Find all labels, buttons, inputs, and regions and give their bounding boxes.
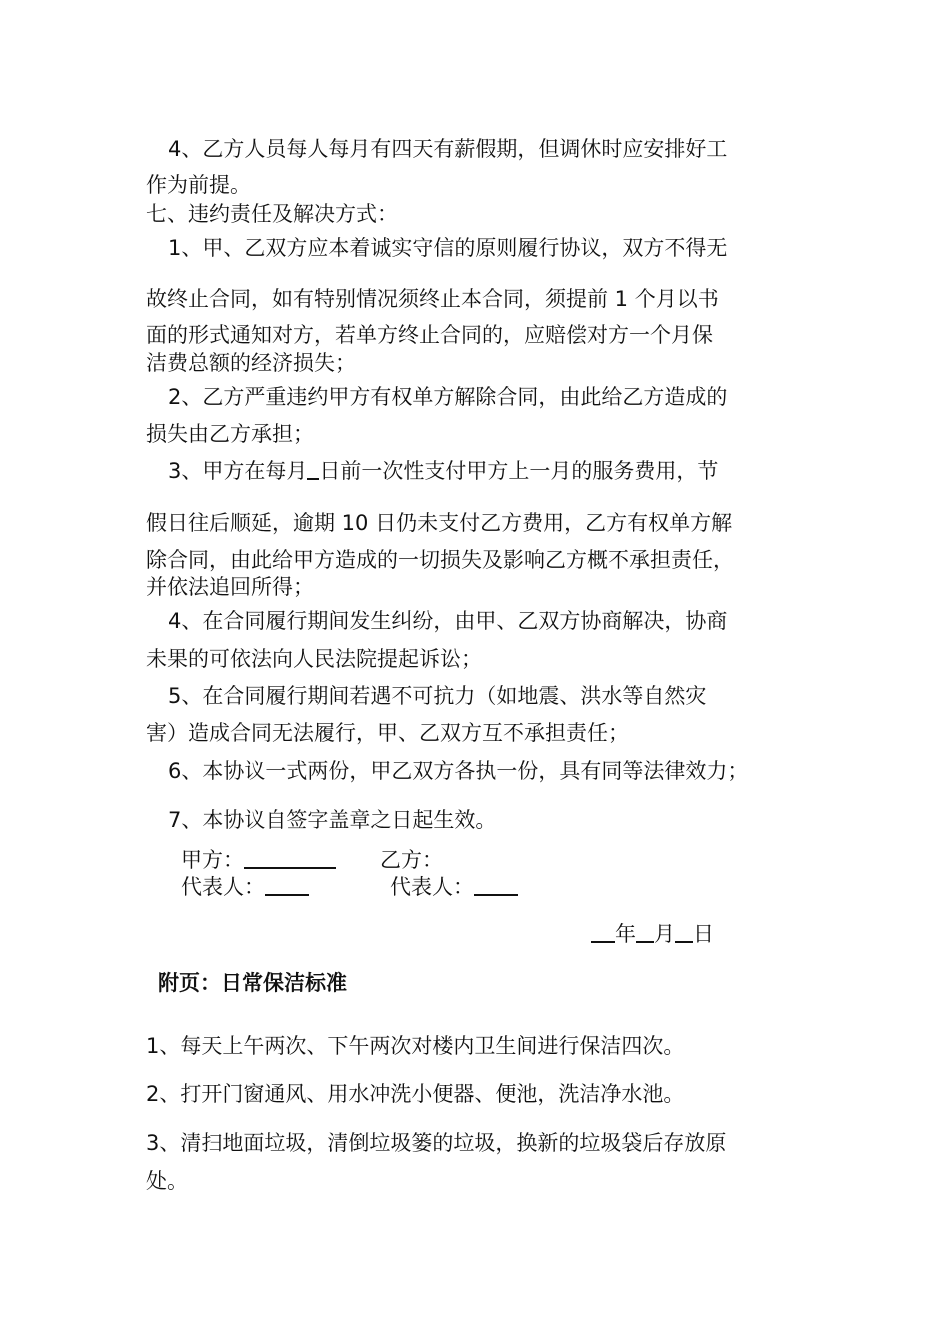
item1-line3: 面的形式通知对方，若单方终止合同的，应赔偿对方一个月保 xyxy=(146,323,713,347)
article6-item4-line1: 4、乙方人员每人每月有四天有薪假期，但调休时应安排好工 xyxy=(168,137,728,161)
appendix-standard-1: 1、每天上午两次、下午两次对楼内卫生间进行保洁四次。 xyxy=(146,1034,685,1058)
party-a-blank xyxy=(244,845,336,869)
rep-a-blank xyxy=(265,872,309,896)
item2-line2: 损失由乙方承担； xyxy=(146,422,314,446)
payment-day-blank xyxy=(307,456,319,480)
party-b-label: 乙方： xyxy=(380,848,443,872)
item6-line1: 6、本协议一式两份，甲乙双方各执一份，具有同等法律效力； xyxy=(168,759,749,783)
appendix-standard-3-line1: 3、清扫地面垃圾，清倒垃圾篓的垃圾，换新的垃圾袋后存放原 xyxy=(146,1131,727,1155)
month-label: 月 xyxy=(654,922,675,946)
item3-line3: 除合同，由此给甲方造成的一切损失及影响乙方概不承担责任， xyxy=(146,548,734,572)
item3-line1 xyxy=(168,456,718,486)
item7-line1: 7、本协议自签字盖章之日起生效。 xyxy=(168,808,497,832)
month-blank xyxy=(636,919,654,943)
rep-b-label: 代表人： xyxy=(390,875,474,899)
item3-line2: 假日往后顺延，逾期 10 日仍未支付乙方费用，乙方有权单方解 xyxy=(146,511,733,535)
rep-a-signature xyxy=(181,872,309,902)
section7-heading: 七、违约责任及解决方式： xyxy=(146,202,398,226)
signing-date xyxy=(591,919,714,949)
item1-line2: 故终止合同，如有特别情况须终止本合同，须提前 1 个月以书 xyxy=(146,287,719,311)
appendix-standard-2: 2、打开门窗通风、用水冲洗小便器、便池，洗洁净水池。 xyxy=(146,1082,685,1106)
item5-line1: 5、在合同履行期间若遇不可抗力（如地震、洪水等自然灾 xyxy=(168,684,707,708)
article6-item4-line2: 作为前提。 xyxy=(146,173,251,197)
party-a-label: 甲方： xyxy=(181,848,244,872)
item5-line2: 害）造成合同无法履行，甲、乙双方互不承担责任； xyxy=(146,721,629,745)
item4-line2: 未果的可依法向人民法院提起诉讼； xyxy=(146,647,482,671)
year-label: 年 xyxy=(615,922,636,946)
appendix-standard-3-line2: 处。 xyxy=(146,1169,188,1193)
item2-line1: 2、乙方严重违约甲方有权单方解除合同，由此给乙方造成的 xyxy=(168,385,728,409)
item3-line1-start: 3、甲方在每月 xyxy=(168,459,308,483)
rep-b-blank xyxy=(474,872,518,896)
appendix-title: 附页：日常保洁标准 xyxy=(158,971,347,995)
item1-line1: 1、甲、乙双方应本着诚实守信的原则履行协议，双方不得无 xyxy=(168,236,728,260)
rep-a-label: 代表人： xyxy=(181,875,265,899)
item4-line1: 4、在合同履行期间发生纠纷，由甲、乙双方协商解决，协商 xyxy=(168,609,728,633)
item3-line1-end: 日前一次性支付甲方上一月的服务费用，节 xyxy=(319,459,719,483)
party-a-signature xyxy=(181,845,336,875)
item3-line4: 并依法追回所得； xyxy=(146,575,314,599)
day-label: 日 xyxy=(693,922,714,946)
item1-line4: 洁费总额的经济损失； xyxy=(146,351,356,375)
rep-b-signature xyxy=(390,872,518,902)
year-blank xyxy=(591,919,615,943)
day-blank xyxy=(675,919,693,943)
